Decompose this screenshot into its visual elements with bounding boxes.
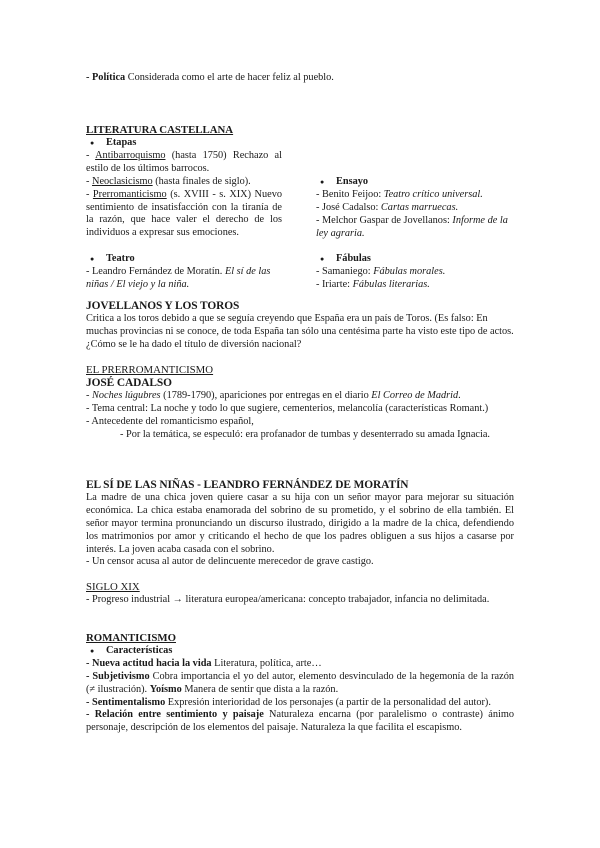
etapa-prerromanticismo: - Prerromanticismo (s. XVIII - s. XIX) Nuevo sentimiento de insatisfacción con la tiranía de la razón, que hace valer el derecho de los individuos a expresar sus emociones. <box>86 188 282 239</box>
antibarroquismo-term: Antibarroquismo <box>95 149 166 161</box>
tematica: - Por la temática, se especuló: era profanador de tumbas y desenterrado su amada Ignacia. <box>120 428 490 440</box>
fabulas-item: - Samaniego: Fábulas morales. <box>316 266 446 278</box>
sigloxix-section <box>86 581 514 607</box>
fabulas-item: - Iriarte: Fábulas literarias. <box>316 279 430 291</box>
politica-text: Considerada como el arte de hacer feliz al pueblo. <box>125 72 334 83</box>
literatura-section <box>86 124 514 137</box>
literatura-right-column <box>316 176 514 292</box>
caracteristicas-heading: ● Características <box>86 645 514 658</box>
ensayo-item: - José Cadalso: Cartas marruecas. <box>316 201 459 213</box>
etapa-neoclasicismo: - Neoclasicismo (hasta finales de siglo). <box>86 175 251 187</box>
jovellanos-section <box>86 300 514 352</box>
caracteristica-item: - Sentimentalismo Expresión interioridad de los personajes (a partir de la personalidad del autor). <box>86 696 491 708</box>
tema-central: - Tema central: La noche y todo lo que sugiere, cementerios, melancolía (características Romant.) <box>86 402 489 414</box>
jovellanos-title: JOVELLANOS Y LOS TOROS <box>86 300 240 312</box>
teatro-heading: ● Teatro <box>86 253 282 266</box>
antecedente: - Antecedente del romanticismo español, <box>86 415 254 427</box>
elsi-section <box>86 479 514 569</box>
elsi-censor: - Un censor acusa al autor de delincuente merecedor de grave castigo. <box>86 556 374 568</box>
caracteristica-item: - Subjetivismo Cobra importancia el yo del autor, elemento desvinculado de la hegemonía de la razón (≠ ilustración). Yoísmo Manera de sentir que dista a la razón. <box>86 670 514 695</box>
caracteristica-item: - Relación entre sentimiento y paisaje Naturaleza encarna (por paralelismo o contraste) ánimo personaje, descripción de los elementos del paisaje. Naturaleza la que facilita el escapismo. <box>86 709 514 734</box>
ensayo-item: - Melchor Gaspar de Jovellanos: Informe de la ley agraria. <box>316 214 508 239</box>
elsi-title: EL SÍ DE LAS NIÑAS - LEANDRO FERNÁNDEZ DE MORATÍN <box>86 479 409 491</box>
noches-lugubres: - Noches lúgubres (1789-1790), apariciones por entregas en el diario El Correo de Madrid. <box>86 389 461 401</box>
prerromanticismo-title: EL PRERROMANTICISMO <box>86 364 214 376</box>
etapas-heading: ● Etapas <box>86 137 282 150</box>
cadalso-subtitle: JOSÉ CADALSO <box>86 376 172 389</box>
prerromanticismo-term: Prerromanticismo <box>92 188 167 200</box>
diario-title: El Correo de Madrid <box>371 389 459 401</box>
neoclasicismo-term: Neoclasicismo <box>92 175 153 187</box>
literatura-title: LITERATURA CASTELLANA <box>86 124 234 136</box>
caracteristica-item: - Nueva actitud hacia la vida Literatura, política, arte… <box>86 657 322 669</box>
jovellanos-text: Critica a los toros debido a que se seguía creyendo que España era un país de Toros. (Es falso: En muchas provincias ni se conoce, de toda España tan sólo una centésima parte ha visto este tipo de actos. ¿Cómo se le ha dado el título de diversión nacional? <box>86 312 514 350</box>
literatura-left-column <box>86 137 282 292</box>
elsi-text: La madre de una chica joven quiere casar a su hija con un señor mayor para mejorar su situación económica. La chica estaba enamorada del sobrino de su prometido, y el sobrino de ella también. El señor mayor termina pronunciando un discurso ilustrado, dirigido a la madre de la chica, defendiendo los matrimonios por amor y criticando el hecho de que los padres obliguen a sus hijos a casarse por interés. La joven acaba casada con el sobrino. <box>86 491 514 555</box>
fabulas-heading: ● Fábulas <box>316 253 514 266</box>
ensayo-item: - Benito Feijoo: Teatro crítico universal. <box>316 188 483 200</box>
etapa-antibarroquismo: - Antibarroquismo (hasta 1750) Rechazo al estilo de los últimos barrocos. <box>86 149 282 174</box>
politica-label: - Política <box>86 72 126 83</box>
romanticismo-section <box>86 632 514 735</box>
teatro-moratin: - Leandro Fernández de Moratín. El sí de las niñas / El viejo y la niña. <box>86 266 271 290</box>
prerromanticismo-section <box>86 364 514 441</box>
teatro-obras: El sí de las niñas / El viejo y la niña. <box>86 266 271 290</box>
romanticismo-title: ROMANTICISMO <box>86 632 176 644</box>
sigloxix-title: SIGLO XIX <box>86 581 140 593</box>
noches-title: Noches lúgubres <box>92 389 161 401</box>
sigloxix-text: - Progreso industrial → literatura europea/americana: concepto trabajador, infancia no delimitada. <box>86 593 490 605</box>
intro-politica <box>86 72 514 85</box>
ensayo-heading: ● Ensayo <box>316 176 514 189</box>
